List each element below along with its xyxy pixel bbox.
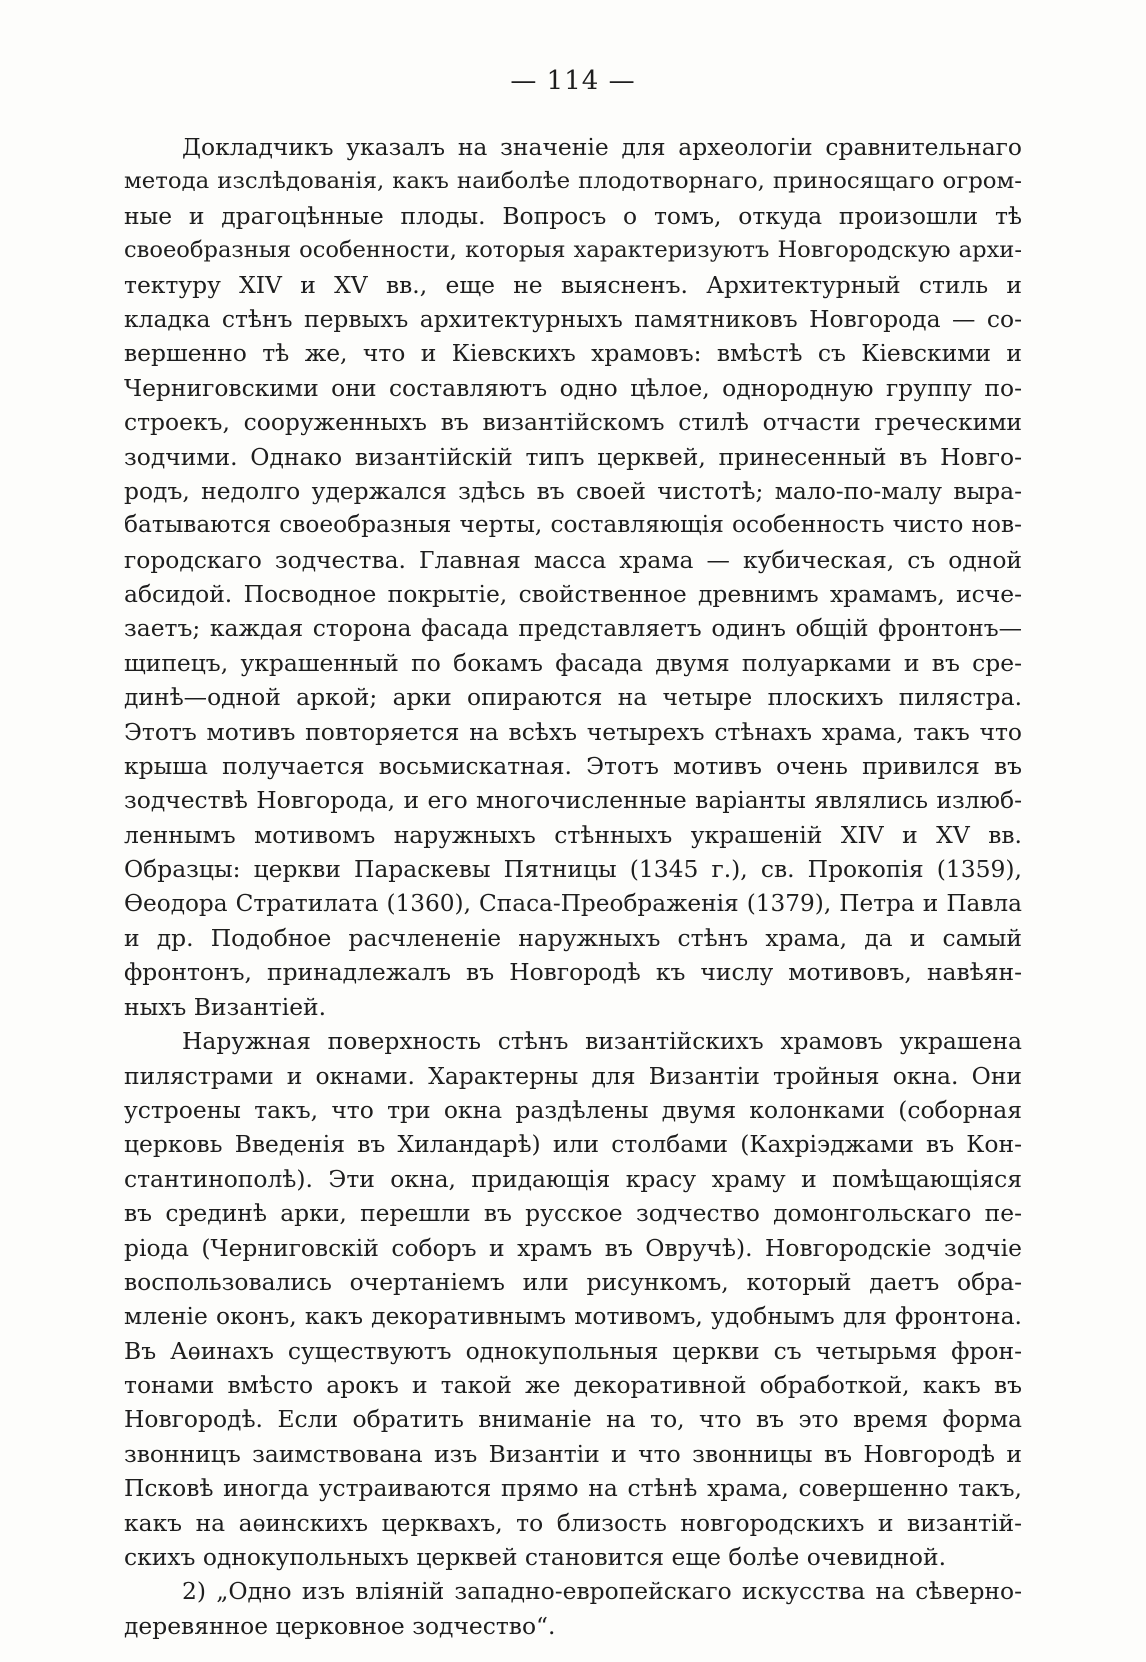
- text-line: батываются своеобразныя черты, составляющія особенность чисто нов-: [124, 511, 1022, 539]
- text-line: Этотъ мотивъ повторяется на всѣхъ четырехъ стѣнахъ храма, такъ что: [124, 717, 1022, 746]
- text-line: родъ, недолго удержался здѣсь въ своей чистотѣ; мало-по-малу выра-: [124, 476, 1022, 505]
- text-line: ныхъ Византіей.: [124, 992, 327, 1021]
- text-line: кладка стѣнъ первыхъ архитектурныхъ памятниковъ Новгорода — со-: [124, 304, 1022, 333]
- text-line: динѣ—одной аркой; арки опираются на четыре плоскихъ пилястра.: [124, 683, 1022, 712]
- text-line: устроены такъ, что три окна раздѣлены двумя колонками (соборная: [124, 1095, 1022, 1124]
- text-line: стантинополѣ). Эти окна, придающія красу храму и помѣщающіяся: [124, 1164, 1022, 1193]
- text-line: Докладчикъ указалъ на значеніе для археологіи сравнительнаго: [182, 133, 1022, 161]
- text-line: тонами вмѣсто арокъ и такой же декоративной обработкой, какъ въ: [124, 1371, 1022, 1400]
- text-line: фронтонъ, принадлежалъ въ Новгородѣ къ числу мотивовъ, навѣян-: [124, 958, 1022, 987]
- text-line: Въ Аѳинахъ существуютъ однокупольныя церкви съ четырьмя фрон-: [124, 1336, 1022, 1365]
- text-line: метода изслѣдованія, какъ наиболѣе плодотворнаго, приносящаго огром-: [124, 168, 1022, 195]
- text-line: тектуру XIV и XV вв., еще не выясненъ. Архитектурный стиль и: [124, 270, 1022, 299]
- text-line: ріода (Черниговскій соборъ и храмъ въ Овручѣ). Новгородскіе зодчіе: [124, 1233, 1022, 1262]
- text-line: Новгородѣ. Если обратить вниманіе на то, что въ это время форма: [124, 1405, 1022, 1434]
- page-text: [124, 130, 1022, 1643]
- text-line: строекъ, сооруженныхъ въ византійскомъ стилѣ отчасти греческими: [124, 408, 1022, 437]
- text-line: Псковѣ иногда устраиваются прямо на стѣнѣ храма, совершенно такъ,: [124, 1474, 1022, 1503]
- text-line: въ срединѣ арки, перешли въ русское зодчество домонгольскаго пе-: [124, 1199, 1022, 1228]
- text-line: Ѳеодора Стратилата (1360), Спаса-Преображенія (1379), Петра и Павла: [124, 889, 1022, 917]
- text-line: крыша получается восьмискатная. Этотъ мотивъ очень привился въ: [124, 752, 1022, 781]
- text-line: зодчими. Однако византійскій типъ церквей, принесенный въ Новго-: [124, 442, 1022, 471]
- text-line: щипецъ, украшенный по бокамъ фасада двумя полуарками и въ сре-: [124, 648, 1022, 677]
- text-line: деревянное церковное зодчество“.: [124, 1611, 556, 1640]
- text-line: скихъ однокупольныхъ церквей становится еще болѣе очевидной.: [124, 1543, 947, 1572]
- text-line: Черниговскими они составляютъ одно цѣлое, однородную группу по-: [124, 373, 1022, 402]
- text-line: зодчествѣ Новгорода, и его многочисленные варіанты являлись излюб-: [124, 786, 1022, 815]
- text-line: церковь Введенія въ Хиландарѣ) или столбами (Кахріэджами въ Кон-: [124, 1130, 1022, 1159]
- text-line: вершенно тѣ же, что и Кіевскихъ храмовъ: вмѣстѣ съ Кіевскими и: [124, 339, 1022, 368]
- text-line: какъ на аѳинскихъ церквахъ, то близость новгородскихъ и византій-: [124, 1508, 1022, 1537]
- text-line: городскаго зодчества. Главная масса храма — кубическая, съ одной: [124, 545, 1022, 574]
- text-line: своеобразныя особенности, которыя характеризуютъ Новгородскую архи-: [124, 237, 1022, 264]
- text-line: Наружная поверхность стѣнъ византійскихъ храмовъ украшена: [182, 1027, 1022, 1056]
- text-line: воспользовались очертаніемъ или рисункомъ, который даетъ обра-: [124, 1267, 1022, 1296]
- text-line: пилястрами и окнами. Характерны для Византіи тройныя окна. Они: [124, 1061, 1022, 1090]
- text-line: 2) „Одно изъ вліяній западно-европейскаго искусства на сѣверно-: [182, 1577, 1022, 1606]
- text-line: Образцы: церкви Параскевы Пятницы (1345 г.), св. Прокопія (1359),: [124, 855, 1022, 884]
- text-line: мленіе оконъ, какъ декоративнымъ мотивомъ, удобнымъ для фронтона.: [124, 1302, 1022, 1331]
- text-line: заетъ; каждая сторона фасада представляетъ одинъ общій фронтонъ—: [124, 614, 1022, 643]
- page-number: — 114 —: [510, 66, 636, 96]
- text-line: леннымъ мотивомъ наружныхъ стѣнныхъ украшеній XIV и XV вв.: [124, 820, 1022, 849]
- text-line: абсидой. Посводное покрытіе, свойственное древнимъ храмамъ, исче-: [124, 580, 1022, 609]
- text-line: ные и драгоцѣнные плоды. Вопросъ о томъ, откуда произошли тѣ: [124, 201, 1022, 230]
- text-line: звонницъ заимствована изъ Византіи и что звонницы въ Новгородѣ и: [124, 1439, 1022, 1468]
- text-line: и др. Подобное расчлененіе наружныхъ стѣнъ храма, да и самый: [124, 923, 1022, 952]
